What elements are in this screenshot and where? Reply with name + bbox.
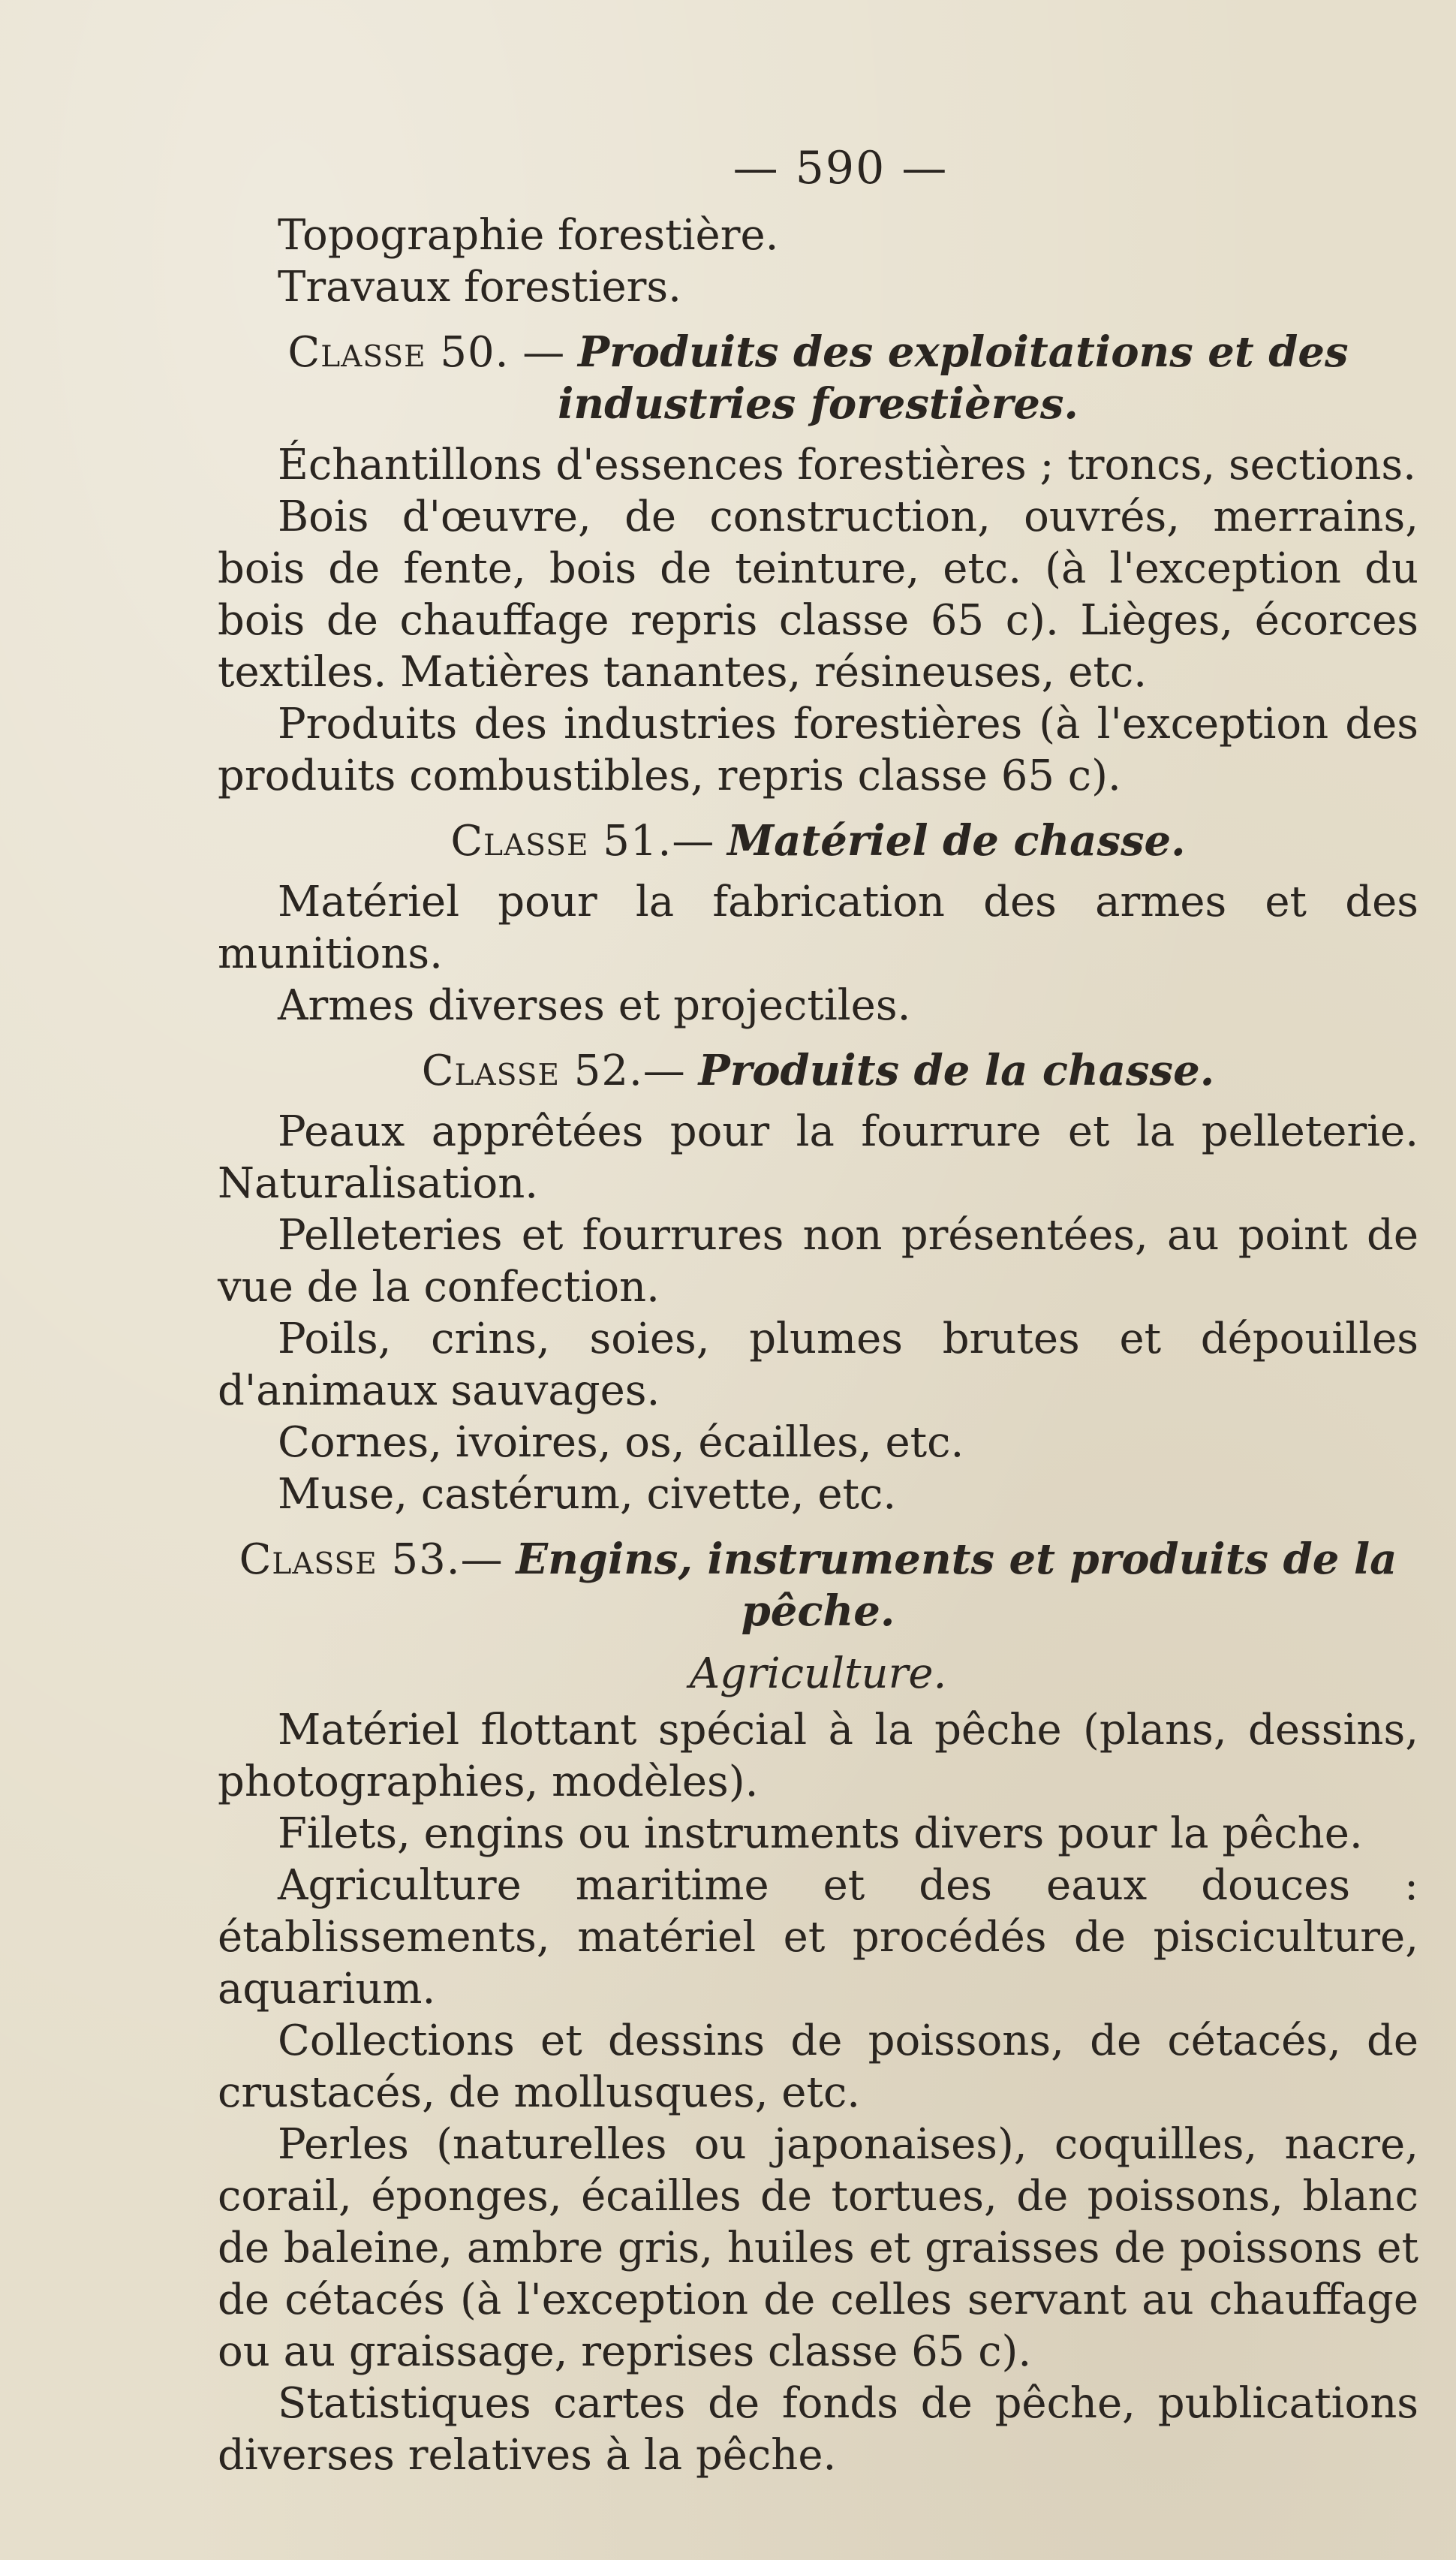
paragraph: Cornes, ivoires, os, écailles, etc. xyxy=(278,1418,964,1467)
class-label: Classe 52. xyxy=(421,1047,643,1095)
class-dash: — xyxy=(672,817,728,866)
paragraph: Matériel flottant spécial à la pêche (plans, dessins, photographies, modèles). xyxy=(218,1706,1418,1806)
class-heading xyxy=(218,327,1418,430)
text-block xyxy=(218,143,1418,2481)
class-heading xyxy=(218,815,1418,867)
class-label: Classe 51. xyxy=(450,817,672,866)
paragraph: Statistiques cartes de fonds de pêche, publications diverses relatives à la pêche. xyxy=(218,2379,1418,2480)
class-title: Matériel de chasse. xyxy=(727,816,1186,866)
class-dash: — xyxy=(460,1535,516,1584)
paragraph: Filets, engins ou instruments divers pour la pêche. xyxy=(278,1809,1363,1858)
paragraph: Bois d'œuvre, de construction, ouvrés, merrains, bois de fente, bois de teinture, etc. (à l'exception du bois de chauffage repris classe 65 c). Lièges, écorces textiles. Matières tanantes, résineuses, etc. xyxy=(218,492,1418,697)
page-number: — 590 — xyxy=(733,142,949,194)
class-label: Classe 53. xyxy=(239,1535,461,1584)
paragraph: Produits des industries forestières (à l'exception des produits combustibles, repris classe 65 c). xyxy=(218,700,1418,800)
paragraph: Muse, castérum, civette, etc. xyxy=(278,1470,897,1519)
class-heading xyxy=(218,1045,1418,1097)
class-dash: — xyxy=(642,1047,699,1095)
paragraph: Collections et dessins de poissons, de cétacés, de crustacés, de mollusques, etc. xyxy=(218,2016,1418,2117)
class-heading xyxy=(218,1534,1418,1637)
class-title: Produits des exploitations et des industries forestières. xyxy=(558,327,1349,429)
paragraph: Perles (naturelles ou japonaises), coquilles, nacre, corail, éponges, écailles de tortues, de poissons, blanc de baleine, ambre gris, huiles et graisses de poissons et de cétacés (à l'exception de celles servant au chauffage ou au graissage, reprises classe 65 c). xyxy=(218,2120,1418,2376)
paragraph: Peaux apprêtées pour la fourrure et la pelleterie. Naturalisation. xyxy=(218,1107,1418,1208)
paragraph: Pelleteries et fourrures non présentées, au point de vue de la confection. xyxy=(218,1211,1418,1312)
paragraph: Agriculture maritime et des eaux douces : établissements, matériel et procédés de pisciculture, aquarium. xyxy=(218,1861,1418,2013)
class-title: Produits de la chasse. xyxy=(698,1046,1215,1095)
intro-line: Topographie forestière. xyxy=(278,211,779,260)
intro-line: Travaux forestiers. xyxy=(278,263,681,312)
paragraph: Poils, crins, soies, plumes brutes et dépouilles d'animaux sauvages. xyxy=(218,1315,1418,1415)
class-label: Classe 50. xyxy=(287,328,510,377)
class-title: Engins, instruments et produits de la pêche. xyxy=(516,1534,1397,1636)
paragraph: Armes diverses et projectiles. xyxy=(278,981,911,1030)
paragraph: Matériel pour la fabrication des armes et des munitions. xyxy=(218,878,1418,978)
subheading: Agriculture. xyxy=(689,1649,947,1698)
paragraph: Échantillons d'essences forestières ; troncs, sections. xyxy=(278,441,1416,489)
class-dash: — xyxy=(509,328,579,377)
